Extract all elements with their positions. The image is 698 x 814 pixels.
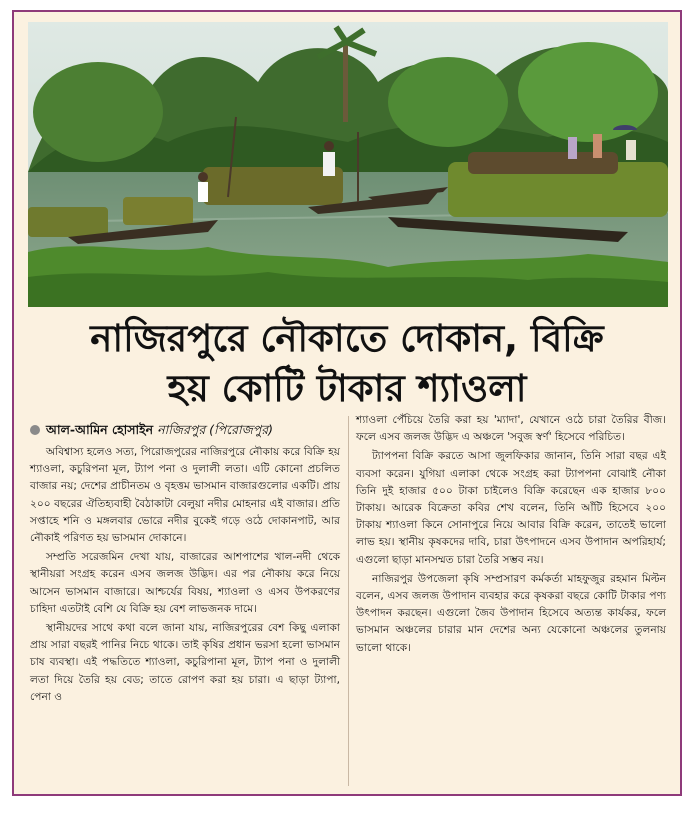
paragraph: শ্যাওলা পেঁচিয়ে তৈরি করা হয় 'ম্যাদা', যেখানে ওঠে চারা তৈরির বীজ। ফলে এসব জলজ উদ্ভিদ এ অঞ্চলে 'সবুজ স্বর্ণ' হিসেবে পরিচিত। bbox=[356, 414, 666, 444]
headline bbox=[14, 314, 680, 414]
byline-author: আল-আমিন হোসাইন bbox=[46, 422, 154, 437]
paragraph: সম্প্রতি সরেজমিন দেখা যায়, বাজারের আশপাশের খাল-নদী থেকে স্থানীয়রা সংগ্রহ করেন এসব জলজ উদ্ভিদ। এর পর নৌকায় করে নিয়ে আসেন ভাসমান বাজারে। আশ্চর্যের বিষয়, শ্যাওলা ও এসব উপকরণের চাহিদা এতটাই বেশি যে বিক্রি হয় বেশ লাভজনক দামে। bbox=[30, 551, 340, 615]
paragraph: অবিশ্বাস্য হলেও সত্য, পিরোজপুরের নাজিরপুরে নৌকায় করে বিক্রি হয় শ্যাওলা, কচুরিপনা মূল, ট্যাপ পনা ও দুলালী লতা। এটি কোনো প্রচলিত বাজার নয়; দেশের প্রাচীনতম ও বৃহত্তম ভাসমান বাজারগুলোর একটি। প্রায় ২০০ বছরের ঐতিহ্যবাহী বৈঠাকাটা বেলুয়া নদীর মোহনার এই বাজার। প্রতি সপ্তাহে শনি ও মঙ্গলবার ভোরে নদীর বুকেই গড়ে ওঠে দোকানপাট, আর নৌকাই পরিণত হয় ভাসমান দোকানে। bbox=[30, 446, 340, 545]
byline bbox=[30, 422, 273, 442]
column-divider bbox=[348, 416, 349, 786]
bullet-icon bbox=[30, 425, 40, 435]
byline-location: নাজিরপুর (পিরোজপুর) bbox=[157, 422, 274, 437]
news-photo bbox=[28, 22, 668, 307]
paragraph: নাজিরপুর উপজেলা কৃষি সম্প্রসারণ কর্মকর্তা মাহফুজুর রহমান মিল্টন বলেন, এসব জলজ উপাদান ব্যবহার করে কৃষকরা বছরে কোটি টাকার পণ্য উৎপাদন করছেন। এগুলো জৈব উপাদান হিসেবে অত্যন্ত কার্যকর, ফলে ভাসমান অঞ্চলের চারার মান দেশের অন্য যেকোনো অঞ্চলের তুলনায় ভালো থাকে। bbox=[356, 572, 666, 654]
photo-boats-hyacinth-river-icon bbox=[28, 22, 668, 307]
headline-line-2: হয় কোটি টাকার শ্যাওলা bbox=[167, 367, 527, 410]
paragraph: স্থানীয়দের সাথে কথা বলে জানা যায়, নাজিরপুরের বেশ কিছু এলাকা প্রায় সারা বছরই পানির নিচে থাকে। তাই কৃষির প্রধান ভরসা হলো ভাসমান চাষ ব্যবস্থা। এই পদ্ধতিতে শ্যাওলা, কচুরিপানা মূল, ট্যাপ পনা ও দুলালী লতা দিয়ে তৈরি হয় বেড; তাতে রোপণ করা হয় চারা। এ ছাড়া ট্যাপা, পেনা ও bbox=[30, 622, 340, 703]
headline-line-1: নাজিরপুরে নৌকাতে দোকান, বিক্রি bbox=[90, 317, 604, 360]
paragraph: ট্যাপপনা বিক্রি করতে আসা জুলফিকার জানান, তিনি সারা বছর এই ব্যবসা করেন। যুগিয়া এলাকা থেকে সংগ্রহ করা ট্যাপপনা বোঝাই নৌকা তিনি দুই হাজার ৫০০ টাকা চাইলেও বিক্রি করেছেন এক হাজার ৮০০ টাকায়। আরেক বিক্রেতা কবির শেখ বলেন, তিনি আঁটি হিসেবে ২০০ টাকায় শ্যাওলা কিনে সোনাপুরে নিয়ে আবার বিক্রি করেন, তাতেই ভালো লাভ হয়। স্থানীয় কৃষকদের দাবি, চারা উৎপাদনে এসব উপাদান অপরিহার্য; এগুলো ছাড়া মানসম্মত চারা তৈরি সম্ভব নয়। bbox=[356, 450, 666, 566]
article-column-right bbox=[356, 412, 666, 659]
newspaper-clipping bbox=[12, 10, 682, 796]
article-column-left bbox=[30, 444, 340, 708]
